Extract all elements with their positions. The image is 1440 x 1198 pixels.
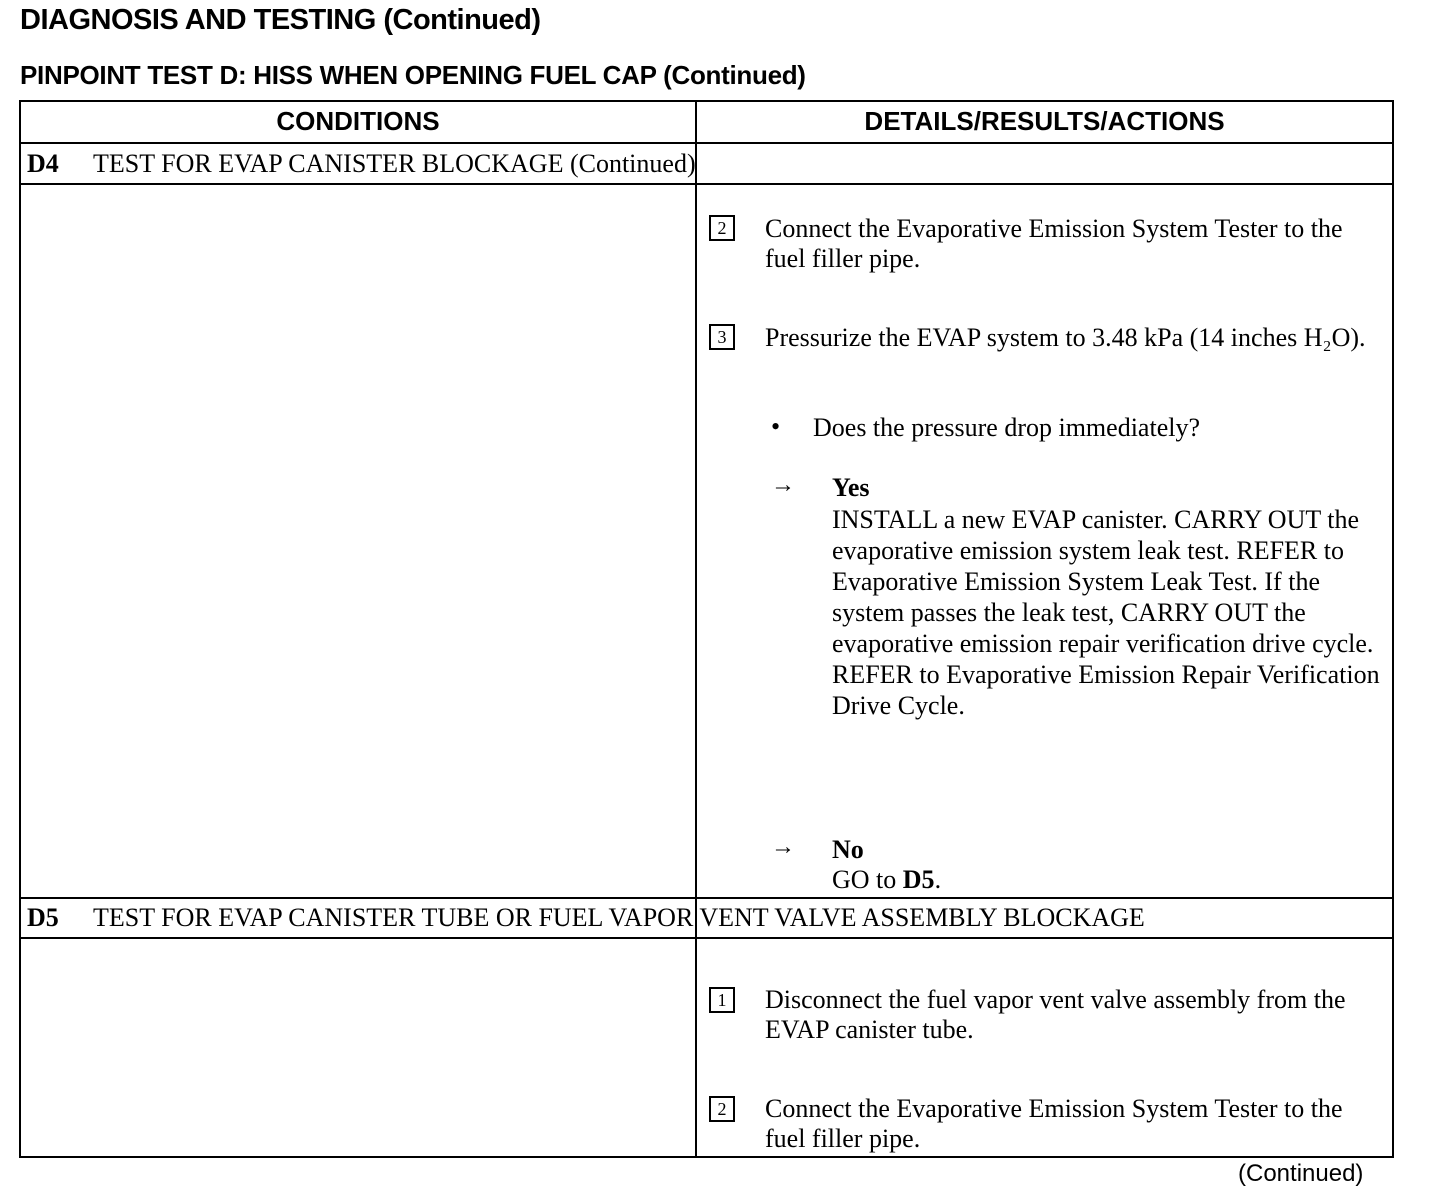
step-text: Disconnect the fuel vapor vent valve assembly from the EVAP canister tube.: [765, 985, 1346, 1044]
answer-no-action: [832, 865, 941, 895]
step-text: Pressurize the EVAP system to 3.48 kPa (14 inches H₂O).: [765, 323, 1366, 352]
arrow-right-icon: →: [771, 472, 795, 498]
answer-yes-action: INSTALL a new EVAP canister. CARRY OUT the evaporative emission system leak test. REFER to Evaporative Emission System Leak Test. If the system passes the leak test, CARRY OUT the evaporative emission repair verification drive cycle. REFER to Evaporative Emission Repair Verification Drive Cycle.: [832, 505, 1380, 720]
answer-no-label: No: [832, 835, 864, 864]
header-row-divider: [21, 142, 1392, 144]
no-action-prefix: GO to: [832, 865, 903, 894]
question-text: Does the pressure drop immediately?: [813, 413, 1200, 442]
section-d4-title: [27, 149, 696, 179]
section-code: D4: [27, 149, 59, 178]
no-action-suffix: .: [934, 865, 942, 894]
answer-yes-label: Yes: [832, 473, 870, 502]
step-number-box: 3: [709, 324, 735, 350]
column-header-conditions: CONDITIONS: [276, 106, 440, 136]
section-d5-title-divider: [21, 937, 1392, 939]
step-number-box: 2: [709, 215, 735, 241]
bullet-icon: •: [771, 412, 781, 441]
step-text: Connect the Evaporative Emission System Tester to the fuel filler pipe.: [765, 214, 1343, 273]
column-header-details: DETAILS/RESULTS/ACTIONS: [864, 106, 1225, 136]
column-divider: [695, 102, 697, 1156]
continued-footer: (Continued): [1238, 1160, 1364, 1187]
section-title-text: TEST FOR EVAP CANISTER TUBE OR FUEL VAPOR VENT VALVE ASSEMBLY BLOCKAGE: [93, 903, 1145, 932]
pinpoint-test-table: [19, 100, 1394, 1158]
arrow-right-icon: →: [771, 834, 795, 860]
section-code: D5: [27, 903, 59, 932]
section-d4-title-divider: [21, 183, 1392, 185]
step-text: Connect the Evaporative Emission System Tester to the fuel filler pipe.: [765, 1094, 1343, 1153]
document-heading: DIAGNOSIS AND TESTING (Continued): [20, 4, 541, 36]
pinpoint-test-heading: PINPOINT TEST D: HISS WHEN OPENING FUEL CAP (Continued): [20, 60, 806, 90]
section-title-text: TEST FOR EVAP CANISTER BLOCKAGE (Continued): [93, 149, 696, 178]
section-d5-title: [27, 903, 1145, 933]
no-action-reference-link[interactable]: D5: [902, 865, 935, 894]
section-d5-top-divider: [21, 897, 1392, 899]
step-number-box: 2: [709, 1096, 735, 1122]
step-number-box: 1: [709, 987, 735, 1013]
